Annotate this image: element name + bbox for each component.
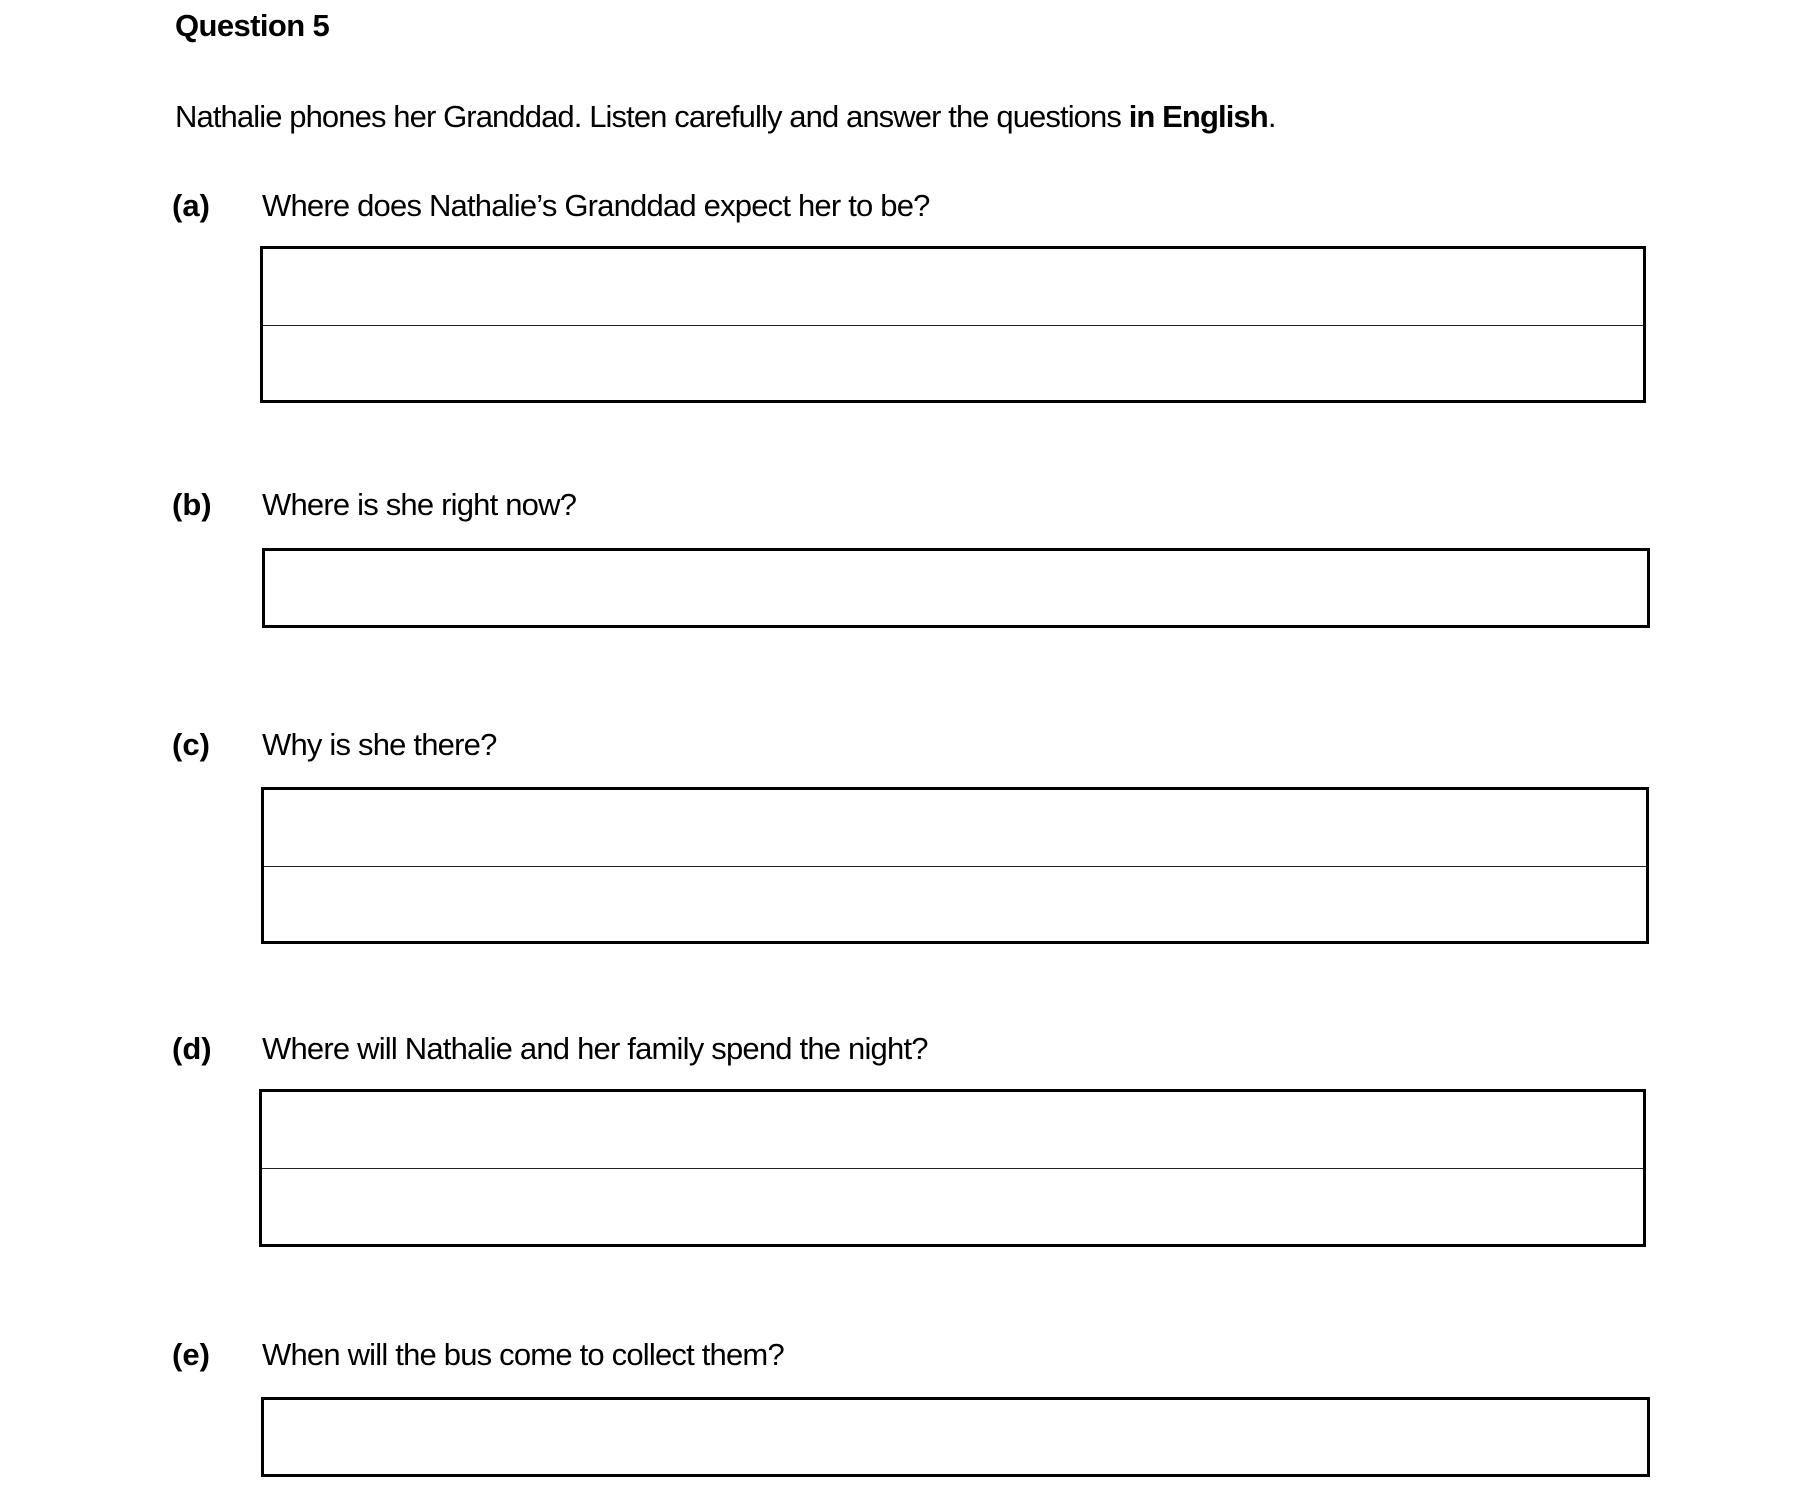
answer-box-a[interactable] [260,246,1646,403]
question-e-label: (e) [172,1337,210,1372]
answer-box-d-divider [262,1168,1643,1169]
answer-box-a-divider [263,325,1643,326]
answer-box-c-divider [264,866,1646,867]
instructions-text: Nathalie phones her Granddad. Listen carefully and answer the questions [175,99,1129,134]
question-a-text: Where does Nathalie’s Granddad expect her to be? [262,188,930,223]
question-b-text: Where is she right now? [262,487,577,522]
question-e-text: When will the bus come to collect them? [262,1337,784,1372]
question-a-label: (a) [172,188,210,223]
question-b-label: (b) [172,487,212,522]
answer-box-c[interactable] [261,787,1649,944]
instructions-emphasis: in English [1128,99,1268,134]
answer-box-e[interactable] [261,1397,1650,1477]
question-c-text: Why is she there? [262,727,497,762]
instructions-end: . [1267,99,1276,134]
question-c-label: (c) [172,727,210,762]
instructions [175,99,1276,135]
question-heading: Question 5 [175,8,330,43]
question-d-text: Where will Nathalie and her family spend the night? [262,1031,928,1066]
question-d-label: (d) [172,1031,212,1066]
answer-box-d[interactable] [259,1089,1646,1247]
answer-box-b[interactable] [262,548,1650,628]
